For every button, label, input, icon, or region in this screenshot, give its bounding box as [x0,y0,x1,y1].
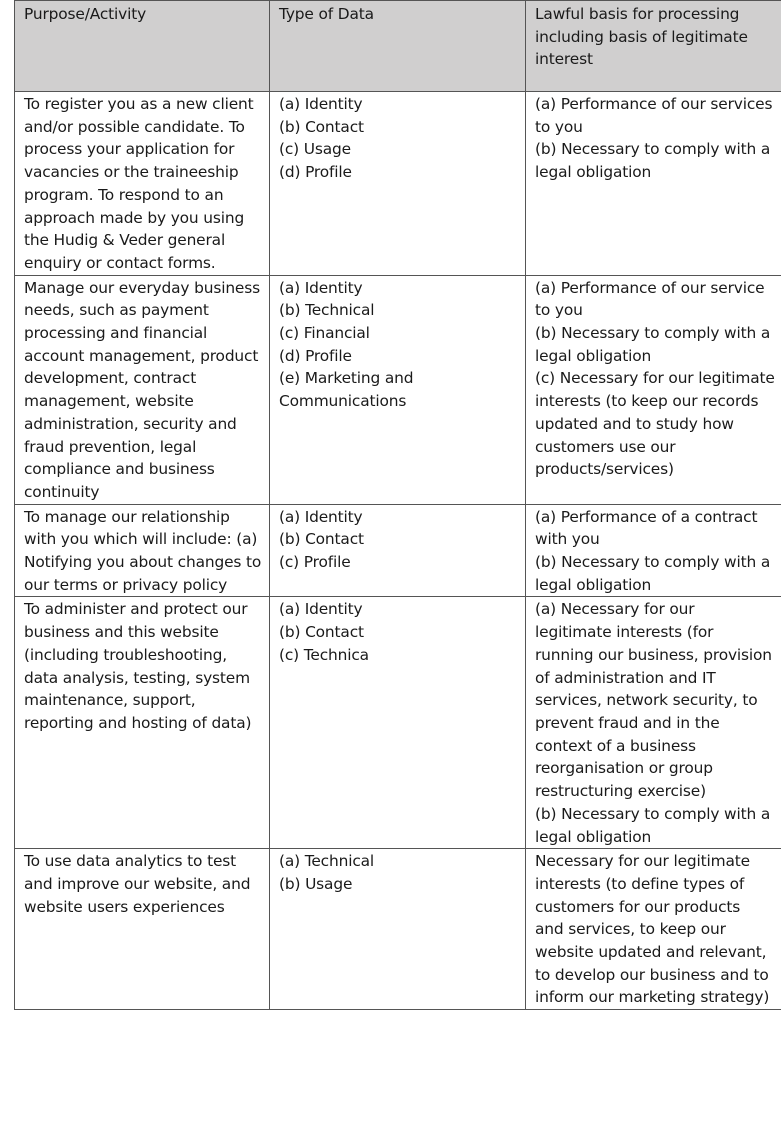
purpose-line: fraud prevention, legal [24,437,197,456]
type-line: (c) Technica [279,645,369,664]
basis-cell [526,92,781,276]
table-row [15,597,781,849]
type-line: (b) Contact [279,530,364,549]
basis-line: (b) Necessary to comply with a [535,804,771,823]
table-row [15,275,781,504]
purpose-line: To manage our relationship [24,507,230,526]
basis-line: (a) Performance of a contract [535,507,758,526]
type-cell [270,597,526,849]
type-line: (d) Profile [279,346,352,365]
basis-line: legitimate interests (for [535,623,714,642]
lawful-basis-table [14,0,781,1010]
purpose-line: vacancies or the traineeship [24,163,239,182]
type-line: (c) Financial [279,324,370,343]
basis-line: reorganisation or group [535,759,713,778]
type-line: (a) Technical [279,852,375,871]
header-lawful-basis [526,1,781,92]
purpose-cell [15,849,270,1010]
header-basis-line: Lawful basis for processing [535,5,740,23]
purpose-line: process your application for [24,140,235,159]
basis-line: website updated and relevant, [535,943,767,962]
purpose-line: approach made by you using [24,208,245,227]
basis-line: (a) Necessary for our [535,600,695,619]
header-basis-line: interest [535,50,593,69]
basis-line: legal obligation [535,827,652,846]
purpose-line: To use data analytics to test [24,852,237,871]
basis-line: to you [535,301,583,320]
basis-line: context of a business [535,736,696,755]
basis-line: Necessary for our legitimate [535,852,750,871]
basis-line: (b) Necessary to comply with a [535,553,771,572]
header-purpose-text: Purpose/Activity [24,5,147,23]
type-line: (b) Usage [279,874,353,893]
basis-cell [526,275,781,504]
basis-line: services, network security, to [535,691,758,710]
type-line: (d) Profile [279,163,352,182]
type-line: (a) Identity [279,507,363,526]
basis-line: running our business, provision [535,645,772,664]
table-row [15,92,781,276]
purpose-line: compliance and business [24,460,215,479]
basis-cell [526,849,781,1010]
basis-line: customers use our [535,437,676,456]
type-line: (a) Identity [279,278,363,297]
purpose-line: development, contract [24,369,197,388]
purpose-line: To register you as a new client [24,95,254,113]
purpose-line: Manage our everyday business [24,278,260,297]
type-line: (b) Contact [279,623,364,642]
purpose-cell [15,275,270,504]
table-row [15,849,781,1010]
type-cell [270,504,526,597]
basis-line: (a) Performance of our services [535,95,773,113]
basis-line: interests (to define types of [535,874,745,893]
basis-line: legal obligation [535,163,652,182]
purpose-line: with you which will include: (a) [24,530,258,549]
purpose-line: account management, product [24,346,259,365]
type-line: (b) Technical [279,301,375,320]
purpose-line: website users experiences [24,897,225,916]
table-row [15,504,781,597]
basis-line: restructuring exercise) [535,782,706,801]
basis-line: (b) Necessary to comply with a [535,140,771,159]
purpose-cell [15,504,270,597]
basis-line: prevent fraud and in the [535,713,720,732]
header-purpose [15,1,270,92]
basis-line: legal obligation [535,575,652,594]
purpose-line: our terms or privacy policy [24,575,228,594]
basis-line: products/services) [535,460,674,479]
basis-line: to you [535,117,583,136]
basis-line: inform our marketing strategy) [535,988,770,1007]
basis-line: and services, to keep our [535,920,726,939]
type-line: (c) Profile [279,553,351,572]
basis-cell [526,597,781,849]
purpose-line: (including troubleshooting, [24,645,227,664]
basis-line: to develop our business and to [535,965,769,984]
purpose-line: data analysis, testing, system [24,668,250,687]
type-line: (b) Contact [279,117,364,136]
basis-line: (a) Performance of our service [535,278,765,297]
purpose-cell [15,92,270,276]
basis-line: (c) Necessary for our legitimate [535,369,775,388]
purpose-line: business and this website [24,623,219,642]
purpose-line: Notifying you about changes to [24,553,262,572]
purpose-line: management, website [24,392,194,411]
purpose-line: To administer and protect our [24,600,248,619]
purpose-line: needs, such as payment [24,301,209,320]
type-line: (a) Identity [279,95,363,113]
header-type-of-data [270,1,526,92]
purpose-line: continuity [24,482,100,501]
basis-line: updated and to study how [535,414,734,433]
purpose-line: and/or possible candidate. To [24,117,245,136]
type-line: (e) Marketing and [279,369,414,388]
type-line: Communications [279,392,407,411]
basis-line: with you [535,530,600,549]
type-line: (c) Usage [279,140,351,159]
purpose-line: enquiry or contact forms. [24,253,216,272]
purpose-line: program. To respond to an [24,185,224,204]
header-type-text: Type of Data [279,5,374,23]
basis-line: interests (to keep our records [535,392,759,411]
purpose-cell [15,597,270,849]
table-header-row [15,1,781,92]
type-cell [270,849,526,1010]
purpose-line: and improve our website, and [24,874,251,893]
basis-line: (b) Necessary to comply with a [535,324,771,343]
purpose-line: processing and financial [24,324,208,343]
type-line: (a) Identity [279,600,363,619]
purpose-line: reporting and hosting of data) [24,713,252,732]
basis-line: legal obligation [535,346,652,365]
basis-line: customers for our products [535,897,741,916]
basis-cell [526,504,781,597]
purpose-line: administration, security and [24,414,237,433]
type-cell [270,275,526,504]
basis-line: of administration and IT [535,668,716,687]
purpose-line: maintenance, support, [24,691,196,710]
purpose-line: the Hudig & Veder general [24,231,226,250]
type-cell [270,92,526,276]
header-basis-line: including basis of legitimate [535,27,748,46]
